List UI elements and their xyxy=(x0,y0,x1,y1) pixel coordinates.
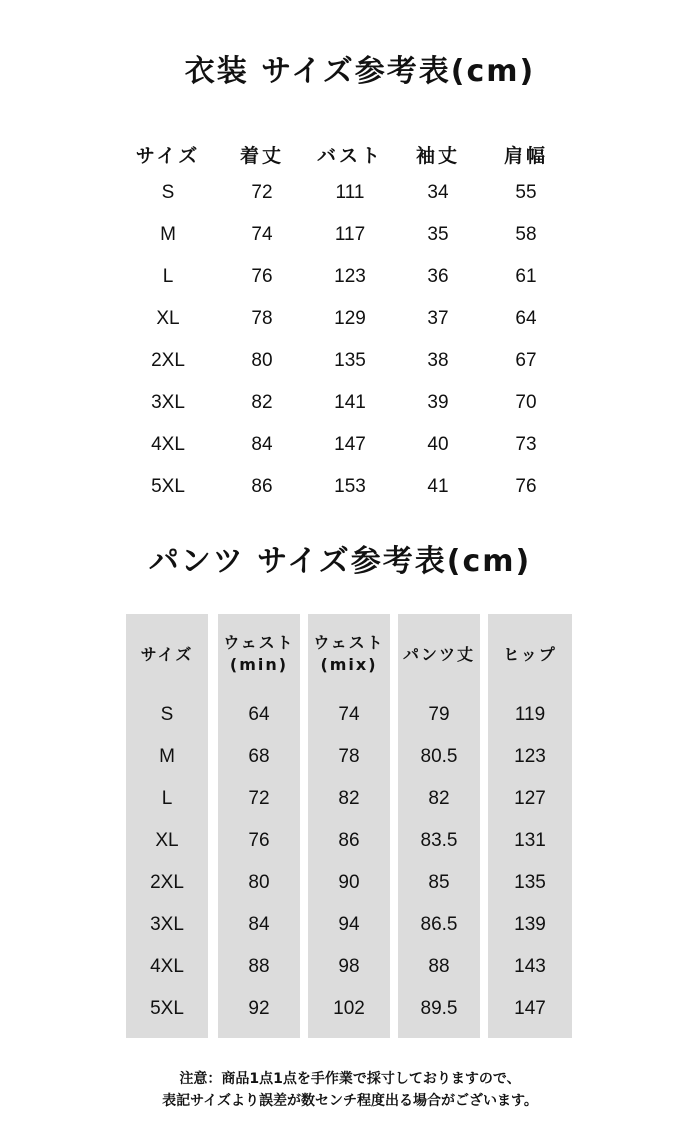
pants-value-cell: 147 xyxy=(514,998,546,1019)
tops-table-row xyxy=(118,382,588,424)
tops-value-cell: 78 xyxy=(251,308,273,329)
pants-value-cell: 139 xyxy=(514,914,546,935)
pants-value-cell: 80.5 xyxy=(420,746,458,767)
pants-value-cell: 143 xyxy=(514,956,546,977)
tops-value-cell: 38 xyxy=(427,350,449,371)
tops-table-row xyxy=(118,340,588,382)
tops-value-cell: 129 xyxy=(334,308,366,329)
pants-header-cell xyxy=(218,632,300,692)
pants-header-line: サイズ xyxy=(140,645,194,664)
pants-size-cell: 3XL xyxy=(150,914,184,935)
tops-value-cell: 41 xyxy=(427,476,449,497)
pants-size-cell: 4XL xyxy=(150,956,184,977)
note-line: 表記サイズより誤差が数センチ程度出る場合がございます。 xyxy=(162,1093,538,1109)
pants-value-cell: 135 xyxy=(514,872,546,893)
tops-header-row xyxy=(118,122,588,172)
pants-header-line: ウェスト xyxy=(223,633,295,652)
pants-value-cell: 86 xyxy=(338,830,360,851)
tops-value-cell: 36 xyxy=(427,266,449,287)
tops-value-cell: 34 xyxy=(427,182,449,203)
pants-value-cell: 83.5 xyxy=(420,830,458,851)
tops-value-cell: 135 xyxy=(334,350,366,371)
tops-header-cell: 肩幅 xyxy=(503,145,548,167)
tops-value-cell: 86 xyxy=(251,476,273,497)
pants-value-cell: 89.5 xyxy=(420,998,458,1019)
tops-value-cell: 76 xyxy=(515,476,537,497)
tops-header-cell: 着丈 xyxy=(239,145,284,167)
tops-value-cell: 64 xyxy=(515,308,537,329)
tops-size-table xyxy=(118,122,588,508)
tops-size-cell: 5XL xyxy=(151,476,185,497)
pants-value-cell: 88 xyxy=(248,956,270,977)
pants-value-cell: 90 xyxy=(338,872,360,893)
tops-value-cell: 76 xyxy=(251,266,273,287)
size-disclaimer-note xyxy=(0,1068,700,1112)
pants-table-column xyxy=(308,614,390,1038)
tops-value-cell: 82 xyxy=(251,392,273,413)
tops-value-cell: 37 xyxy=(427,308,449,329)
pants-value-cell: 119 xyxy=(514,704,546,725)
pants-size-cell: L xyxy=(161,788,173,809)
tops-table-row xyxy=(118,298,588,340)
tops-value-cell: 123 xyxy=(334,266,366,287)
tops-size-cell: 4XL xyxy=(151,434,185,455)
tops-size-cell: M xyxy=(160,224,176,245)
pants-size-cell: 2XL xyxy=(150,872,184,893)
tops-size-cell: S xyxy=(161,182,175,203)
tops-value-cell: 80 xyxy=(251,350,273,371)
tops-table-row xyxy=(118,172,588,214)
tops-value-cell: 111 xyxy=(335,182,365,203)
tops-size-cell: XL xyxy=(156,308,180,329)
pants-value-cell: 74 xyxy=(338,704,360,725)
pants-size-cell: XL xyxy=(155,830,179,851)
tops-table-row xyxy=(118,256,588,298)
pants-table-column xyxy=(488,614,572,1038)
pants-value-cell: 80 xyxy=(248,872,270,893)
tops-value-cell: 117 xyxy=(334,224,366,245)
tops-value-cell: 67 xyxy=(515,350,537,371)
pants-value-cell: 64 xyxy=(248,704,270,725)
pants-table-column xyxy=(218,614,300,1038)
pants-value-cell: 78 xyxy=(338,746,360,767)
pants-value-cell: 72 xyxy=(248,788,270,809)
pants-value-cell: 82 xyxy=(338,788,360,809)
pants-header-line: ヒップ xyxy=(503,645,557,664)
tops-value-cell: 58 xyxy=(515,224,537,245)
pants-value-cell: 82 xyxy=(428,788,450,809)
pants-value-cell: 84 xyxy=(248,914,270,935)
pants-value-cell: 85 xyxy=(428,872,450,893)
tops-size-chart-title: 衣装 サイズ参考表(cm) xyxy=(184,54,536,89)
tops-value-cell: 70 xyxy=(515,392,537,413)
pants-size-chart-title: パンツ サイズ参考表(cm) xyxy=(148,544,532,579)
tops-value-cell: 74 xyxy=(251,224,273,245)
tops-value-cell: 61 xyxy=(515,266,537,287)
pants-size-cell: 5XL xyxy=(150,998,184,1019)
tops-value-cell: 39 xyxy=(427,392,449,413)
tops-value-cell: 73 xyxy=(515,434,537,455)
tops-header-cell: 袖丈 xyxy=(415,145,460,167)
pants-value-cell: 98 xyxy=(338,956,360,977)
pants-size-table xyxy=(126,614,572,1038)
tops-value-cell: 147 xyxy=(334,434,366,455)
tops-value-cell: 153 xyxy=(334,476,366,497)
pants-header-line: (mix) xyxy=(320,655,378,674)
pants-value-cell: 123 xyxy=(514,746,546,767)
tops-table-row xyxy=(118,424,588,466)
pants-value-cell: 131 xyxy=(514,830,546,851)
tops-size-cell: L xyxy=(162,266,174,287)
pants-value-cell: 86.5 xyxy=(420,914,458,935)
pants-value-cell: 76 xyxy=(248,830,270,851)
pants-header-cell xyxy=(308,632,390,692)
tops-table-body xyxy=(118,172,588,508)
pants-header-line: ウェスト xyxy=(313,633,385,652)
pants-table-column xyxy=(126,614,208,1038)
pants-value-cell: 68 xyxy=(248,746,270,767)
pants-size-cell: M xyxy=(159,746,175,767)
pants-table-column xyxy=(398,614,480,1038)
tops-table-row xyxy=(118,466,588,508)
tops-value-cell: 55 xyxy=(515,182,537,203)
pants-header-line: (min) xyxy=(229,655,289,674)
tops-size-cell: 3XL xyxy=(151,392,185,413)
pants-value-cell: 102 xyxy=(333,998,365,1019)
pants-size-cell: S xyxy=(160,704,174,725)
tops-value-cell: 72 xyxy=(251,182,273,203)
pants-value-cell: 127 xyxy=(514,788,546,809)
pants-value-cell: 92 xyxy=(248,998,270,1019)
pants-header-line: パンツ丈 xyxy=(402,645,475,664)
tops-size-cell: 2XL xyxy=(151,350,185,371)
tops-value-cell: 35 xyxy=(427,224,449,245)
pants-value-cell: 94 xyxy=(338,914,360,935)
tops-table-row xyxy=(118,214,588,256)
tops-value-cell: 40 xyxy=(427,434,449,455)
pants-value-cell: 88 xyxy=(428,956,450,977)
tops-header-cell: バスト xyxy=(316,145,383,167)
tops-value-cell: 84 xyxy=(251,434,273,455)
tops-value-cell: 141 xyxy=(334,392,366,413)
note-line: 注意：商品1点1点を手作業で採寸しておりますので、 xyxy=(179,1071,521,1087)
tops-header-cell: サイズ xyxy=(135,145,201,167)
pants-value-cell: 79 xyxy=(428,704,450,725)
